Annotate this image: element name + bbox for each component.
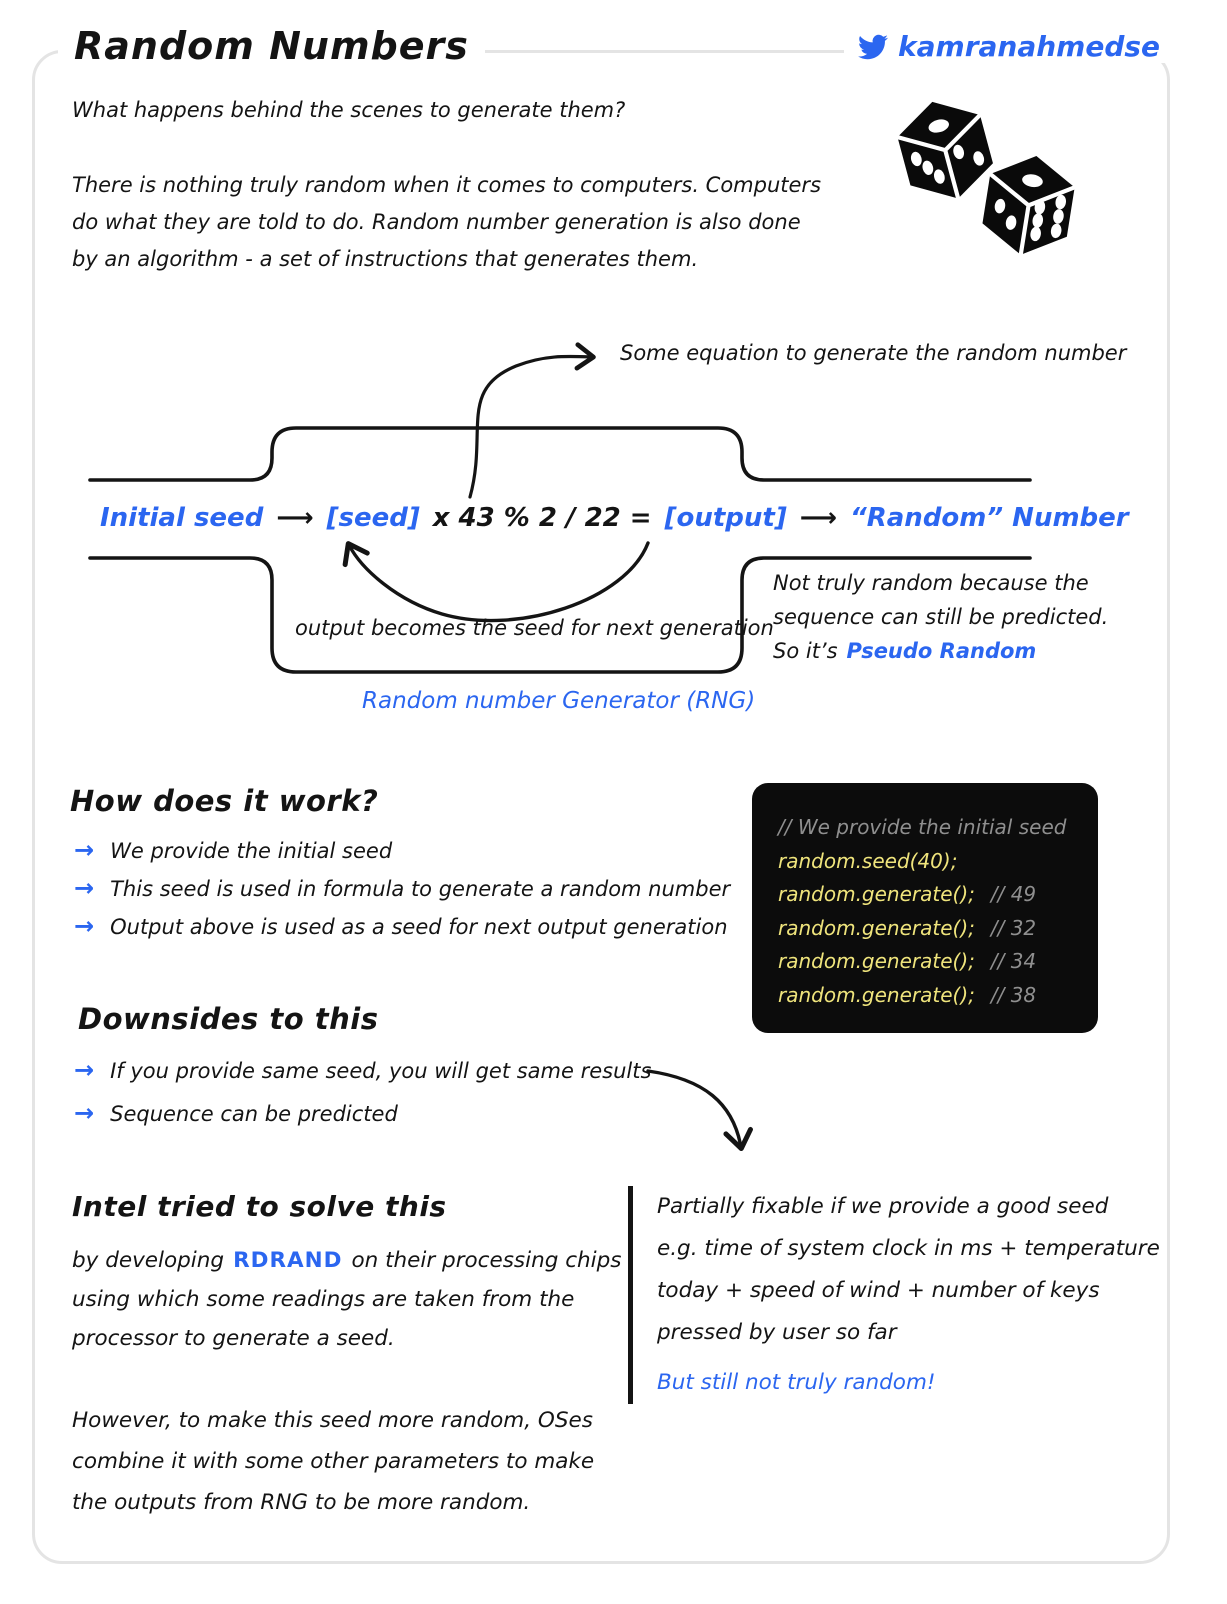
intro-line: do what they are told to do. Random number generation is also done <box>72 210 801 234</box>
intel-paragraph <box>72 1241 622 1358</box>
seed-token: [seed] <box>326 503 420 533</box>
list-item <box>74 912 730 950</box>
downsides-list <box>74 1056 651 1142</box>
fix-line: pressed by user so far <box>657 1320 897 1345</box>
die-one <box>891 96 999 210</box>
rng-equation <box>100 503 1129 533</box>
fix-line: e.g. time of system clock in ms + temperature <box>657 1236 1160 1261</box>
twitter-handle-text: kamranahmedse <box>898 30 1161 63</box>
intro-line: by an algorithm - a set of instructions that generates them. <box>72 247 699 271</box>
page-title: Random Numbers <box>58 24 485 68</box>
twitter-handle-badge <box>844 30 1174 63</box>
how-it-works-heading: How does it work? <box>70 784 379 818</box>
arrow-right-glyph: ⟶ <box>799 503 837 533</box>
not-truly-random-warning: But still not truly random! <box>657 1370 936 1395</box>
arrow-bullet-icon: → <box>74 836 95 864</box>
code-result: // 32 <box>990 915 1037 940</box>
list-item <box>74 1056 651 1099</box>
code-line: random.generate(); <box>778 882 975 906</box>
page-subtitle: What happens behind the scenes to generate them? <box>72 98 626 122</box>
list-item <box>74 836 730 874</box>
intel-heading: Intel tried to solve this <box>72 1190 447 1223</box>
code-comment: // We provide the initial seed <box>778 815 1067 839</box>
die-two <box>979 149 1079 261</box>
dice-illustration <box>882 96 1097 271</box>
formula-text: x 43 % 2 / 22 = <box>432 503 652 533</box>
random-number-label: “Random” Number <box>850 503 1129 533</box>
intel-line: processor to generate a seed. <box>72 1326 395 1351</box>
intel-line: using which some readings are taken from the <box>72 1287 575 1312</box>
partial-fix-block <box>628 1186 1160 1404</box>
code-line: random.generate(); <box>778 982 975 1007</box>
list-item-text: Output above is used as a seed for next output generation <box>110 915 728 939</box>
code-result: // 38 <box>990 982 1037 1007</box>
code-snippet-block <box>752 783 1098 1033</box>
output-token: [output] <box>664 503 787 533</box>
code-line: random.seed(40); <box>778 848 958 873</box>
fix-line: today + speed of wind + number of keys <box>657 1278 1100 1303</box>
note-line: Not truly random because the <box>773 571 1089 595</box>
note-prefix: So it’s <box>773 639 838 663</box>
intro-line: There is nothing truly random when it comes to computers. Computers <box>72 173 822 197</box>
how-it-works-list <box>74 836 730 950</box>
code-result: // 34 <box>990 949 1037 973</box>
initial-seed-label: Initial seed <box>100 503 264 533</box>
list-item <box>74 874 730 912</box>
arrow-bullet-icon: → <box>74 1099 95 1127</box>
downsides-heading: Downsides to this <box>78 1002 379 1036</box>
arrow-bullet-icon: → <box>74 874 95 902</box>
code-line: random.generate(); <box>778 915 975 940</box>
list-item-text: We provide the initial seed <box>110 839 393 863</box>
rdrand-highlight: RDRAND <box>233 1248 343 1273</box>
list-item <box>74 1099 651 1142</box>
outro-line: However, to make this seed more random, OSes <box>72 1408 593 1433</box>
intro-paragraph <box>72 167 821 278</box>
outro-paragraph <box>72 1400 594 1523</box>
rng-caption: Random number Generator (RNG) <box>362 688 756 714</box>
list-item-text: If you provide same seed, you will get same results <box>110 1059 652 1083</box>
fix-line: Partially fixable if we provide a good seed <box>657 1194 1109 1219</box>
pseudo-random-highlight: Pseudo Random <box>846 639 1037 663</box>
equation-note-label: Some equation to generate the random number <box>620 341 1127 365</box>
twitter-icon <box>858 32 888 62</box>
arrow-right-glyph: ⟶ <box>276 503 314 533</box>
code-result: // 49 <box>990 882 1037 906</box>
arrow-bullet-icon: → <box>74 1056 95 1084</box>
intel-line-suffix: on their processing chips <box>351 1248 622 1273</box>
note-line: sequence can still be predicted. <box>773 605 1109 629</box>
arrow-bullet-icon: → <box>74 912 95 940</box>
outro-line: the outputs from RNG to be more random. <box>72 1490 531 1515</box>
intel-line-prefix: by developing <box>72 1248 225 1273</box>
pseudo-random-note <box>773 566 1108 668</box>
code-line: random.generate(); <box>778 949 975 973</box>
list-item-text: This seed is used in formula to generate a random number <box>110 877 731 901</box>
loop-label: output becomes the seed for next generation <box>295 616 774 640</box>
list-item-text: Sequence can be predicted <box>110 1102 398 1126</box>
outro-line: combine it with some other parameters to make <box>72 1449 595 1474</box>
